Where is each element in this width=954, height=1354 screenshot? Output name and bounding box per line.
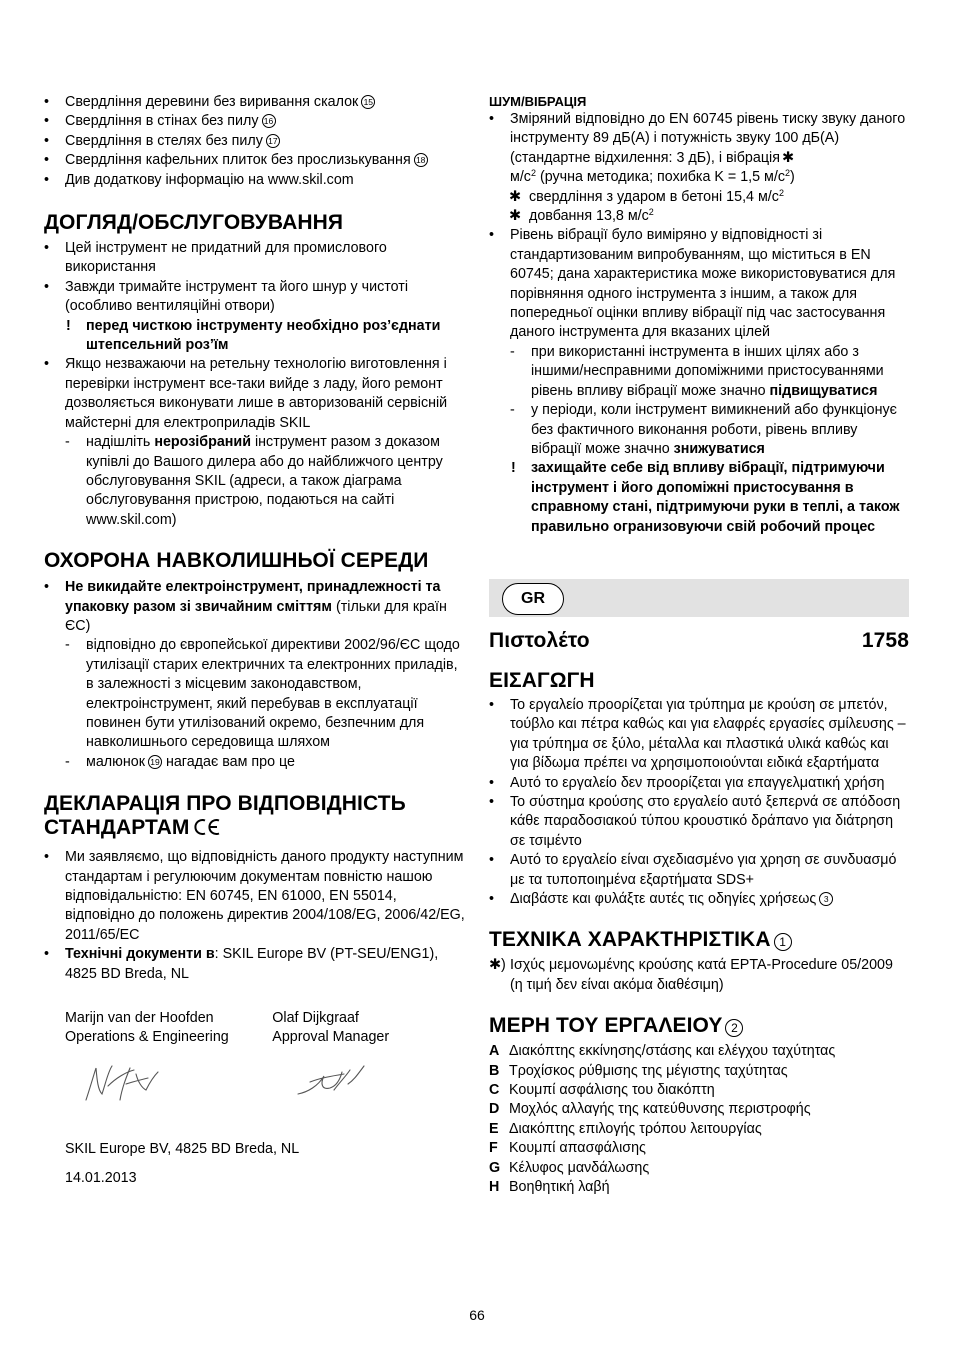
dash-item: - надішліть нерозібраний інструмент разом з доказом купівлі до Вашого дилера або до найближчого центру обслуговування SKIL (адреси, а також діаграма обслуговування пристрою, подаються на сайті www.skil.com) (44, 433, 466, 530)
list-item: C Κουμπί ασφάλισης του διακόπτη (489, 1082, 715, 1099)
list-item: G Κέλυφος μανδάλωσης (489, 1159, 650, 1176)
list-item: E Διακόπτης επιλογής τρόπου λειτουργίας (489, 1120, 762, 1137)
dash-item: - при використанні інструмента в інших цілях або з іншими/несправними допоміжними пристосуваннями рівень впливу вібрації може значно підвищуватися (489, 343, 909, 401)
signatures (44, 1048, 466, 1128)
list-item: • Свердління в стелях без пилу 17 (44, 132, 466, 151)
right-column (489, 93, 909, 1197)
list-item: • Див додаткову інформацію на www.skil.com (44, 171, 466, 190)
section-title-tech-specs: ΤΕΧΝΙΚΑ ΧΑΡΑΚΤΗΡΙΣΤΙΚΑ 1 (489, 928, 909, 952)
maintenance-section (44, 239, 466, 530)
list-item: D Μοχλός αλλαγής της κατεύθυνσης περιστροφής (489, 1101, 811, 1118)
language-bar (489, 579, 909, 617)
list-item: • Завжди тримайте інструмент та його шнур у чистоті (особливо вентиляційні отвори) (44, 278, 466, 317)
list-item: • Не викидайте електроінструмент, принадлежності та упаковку разом зі звичайним сміттям (тільки для країн ЄС) (44, 578, 466, 636)
warning-item: ! перед чисткою інструменту необхідно роз’єднати штепсельний роз’їм (44, 317, 466, 356)
figure-ref-3: 3 (819, 892, 833, 906)
list-item: • Свердління кафельних плиток без прослизькування 18 (44, 151, 466, 170)
environment-section (44, 578, 466, 772)
star-item: ✱ свердління з ударом в бетоні 15,4 $м/с^2$ (489, 188, 909, 207)
product-model: 1758 (861, 628, 909, 652)
asterisk-icon: ✱ (509, 188, 521, 205)
language-badge: GR (502, 583, 564, 615)
list-item: F Κουμπί απασφάλισης (489, 1140, 646, 1157)
list-item: A Διακόπτης εκκίνησης/στάσης και ελέγχου ταχύτητας (489, 1043, 836, 1060)
left-column (44, 93, 466, 1189)
list-item: • Цей інструмент не придатний для промислового використання (44, 239, 466, 278)
section-title-parts: ΜΕΡΗ ΤΟΥ ΕΡΓΑΛΕΙΟΥ 2 (489, 1014, 909, 1038)
ce-mark-icon (194, 817, 222, 843)
product-title (489, 629, 909, 653)
figure-ref-2: 2 (725, 1019, 743, 1037)
list-item: • Технічні документи в: SKIL Europe BV (PT-SEU/ENG1), 4825 BD Breda, NL (44, 945, 466, 984)
list-item: • Ми заявляємо, що відповідність даного продукту наступним стандартам і регулюючим документам повністю нашою відповідальністю: EN 60745, EN 61000, EN 55014, відповідно до положень директив 2004/108/EG, 2006/42/EG, 2011/65/EC (44, 848, 466, 945)
list-item: • Αυτό το εργαλείο δεν προορίζεται για επαγγελματική χρήση (489, 774, 909, 793)
section-title-noise: ШУМ/ВІБРАЦІЯ (489, 94, 587, 109)
section-title-environment: ОХОРОНА НАВКОЛИШНЬОЇ СЕРЕДИ (44, 549, 429, 573)
asterisk-icon: ✱ (781, 149, 794, 166)
list-item: • Рівень вібрації було виміряно у відповідності зі стандартизованим випробуванням, що міститься в EN 60745; дана характеристика може використовуватися для порівняння одного інструмента з іншим, а також для попередньої оцінки впливу вібрації під час застосування даного інструмента для вказаних цілей (489, 226, 909, 342)
tech-section (489, 956, 909, 995)
figure-ref-17: 17 (266, 134, 280, 148)
company-address: SKIL Europe BV, 4825 BD Breda, NL (65, 1140, 300, 1157)
figure-ref-19: 19 (148, 755, 162, 769)
signatory-block (44, 1009, 466, 1048)
page-number: 66 (469, 1307, 485, 1323)
asterisk-icon: ✱ (509, 208, 521, 225)
list-item: • Свердління деревини без виривання скалок 15 (44, 93, 466, 112)
list-item: • Αυτό το εργαλείο είναι σχεδιασμένο για χρηση σε συνδυασμό με τα τυποποιημένα εξαρτήματα SDS+ (489, 851, 909, 890)
list-item: • Зміряний відповідно до EN 60745 рівень тиску звуку даного інструменту 89 дБ(A) і потужність звуку 100 дБ(A) (стандартне відхилення: 3 дБ), і вібрація ✱ $м/с^2$ (ручна методика; похибка K = 1,5 $м/с^2$) (489, 110, 909, 188)
intro-bullet-list (44, 93, 466, 190)
parts-list (489, 1042, 909, 1197)
list-item: • Якщо незважаючи на ретельну технологію виготовлення і перевірки інструмент все-таки вийде з ладу, його ремонт дозволяється виконувати лише в авторизованій сервісній майстерні для електроприладів SKIL (44, 355, 466, 433)
list-item: B Τροχίσκος ρύθμισης της μέγιστης ταχύτητας (489, 1062, 788, 1079)
intro-section (489, 696, 909, 909)
figure-ref-15: 15 (361, 95, 375, 109)
signatory-1: Marijn van der Hoofden Operations & Engineering (65, 1010, 229, 1046)
figure-ref-16: 16 (262, 114, 276, 128)
declaration-date: 14.01.2013 (65, 1170, 137, 1187)
list-item: • Το σύστημα κρούσης στο εργαλείο αυτό ξεπερνά σε απόδοση κάθε παραδοσιακού τύπου κρουστικό δράπανο για διάτρηση σε τσιμέντο (489, 793, 909, 851)
footnote: ✱) Ισχύς μεμονωμένης κρούσης κατά EPTA-Procedure 05/2009 (η τιμή δεν είναι ακόμα διαθέσιμη) (489, 957, 893, 993)
figure-ref-1: 1 (774, 933, 792, 951)
declaration-section (44, 848, 466, 984)
dash-item: - малюнок 19 нагадає вам про це (44, 753, 466, 772)
list-item: • Διαβάστε και φυλάξτε αυτές τις οδηγίες χρήσεως 3 (489, 890, 909, 909)
list-item: • Свердління в стінах без пилу 16 (44, 112, 466, 131)
warning-item: ! захищайте себе від впливу вібрації, підтримуючи інструмент і його допоміжні пристосування в справному стані, підтримуючи руки в теплі, а також правильно огранизовуючи свій робочий процес (489, 459, 909, 537)
asterisk-icon: ✱) (489, 957, 506, 974)
figure-ref-18: 18 (414, 153, 428, 167)
section-title-intro: ΕΙΣΑΓΩΓΗ (489, 668, 595, 692)
signatory-2: Olaf Dijkgraaf Approval Manager (272, 1010, 390, 1046)
section-title-declaration: ДЕКЛАРАЦІЯ ПРО ВІДПОВІДНІСТЬ СТАНДАРТАМ (44, 792, 466, 843)
signature-1-icon (82, 1060, 162, 1106)
list-item: • Το εργαλείο προορίζεται για τρύπημα με κρούση σε μπετόν, τούβλο και πέτρα καθώς και για ελαφρές εργασίες σμίλευσης – για τρύπημα σε ξύλο, μέταλλα και πλαστικά υλικά καθώς και για βίδωμα πρέπει να χρησιμοποιούνται ειδικά εξαρτήματα (489, 696, 909, 774)
list-item: H Βοηθητική λαβή (489, 1179, 610, 1196)
product-name: Πιστολέτο (489, 628, 590, 652)
dash-item: - відповідно до європейської директиви 2002/96/ЄС щодо утилізації старих електричних та електронних приладів, в залежності з місцевим законодавством, електроінструмент, який перебував в експлуатації повинен бути утилізований окремо, безпечним для навколишнього середовища шляхом (44, 636, 466, 752)
dash-item: - у періоди, коли інструмент вимикнений або функціонує без фактичного виконання роботи, рівень впливу вібрації може значно знижуватися (489, 401, 909, 459)
star-item: ✱ довбання 13,8 $м/с^2$ (489, 207, 909, 226)
section-title-maintenance: ДОГЛЯД/ОБСЛУГОВУВАННЯ (44, 211, 344, 235)
noise-section (489, 110, 909, 537)
signature-2-icon (294, 1062, 368, 1100)
